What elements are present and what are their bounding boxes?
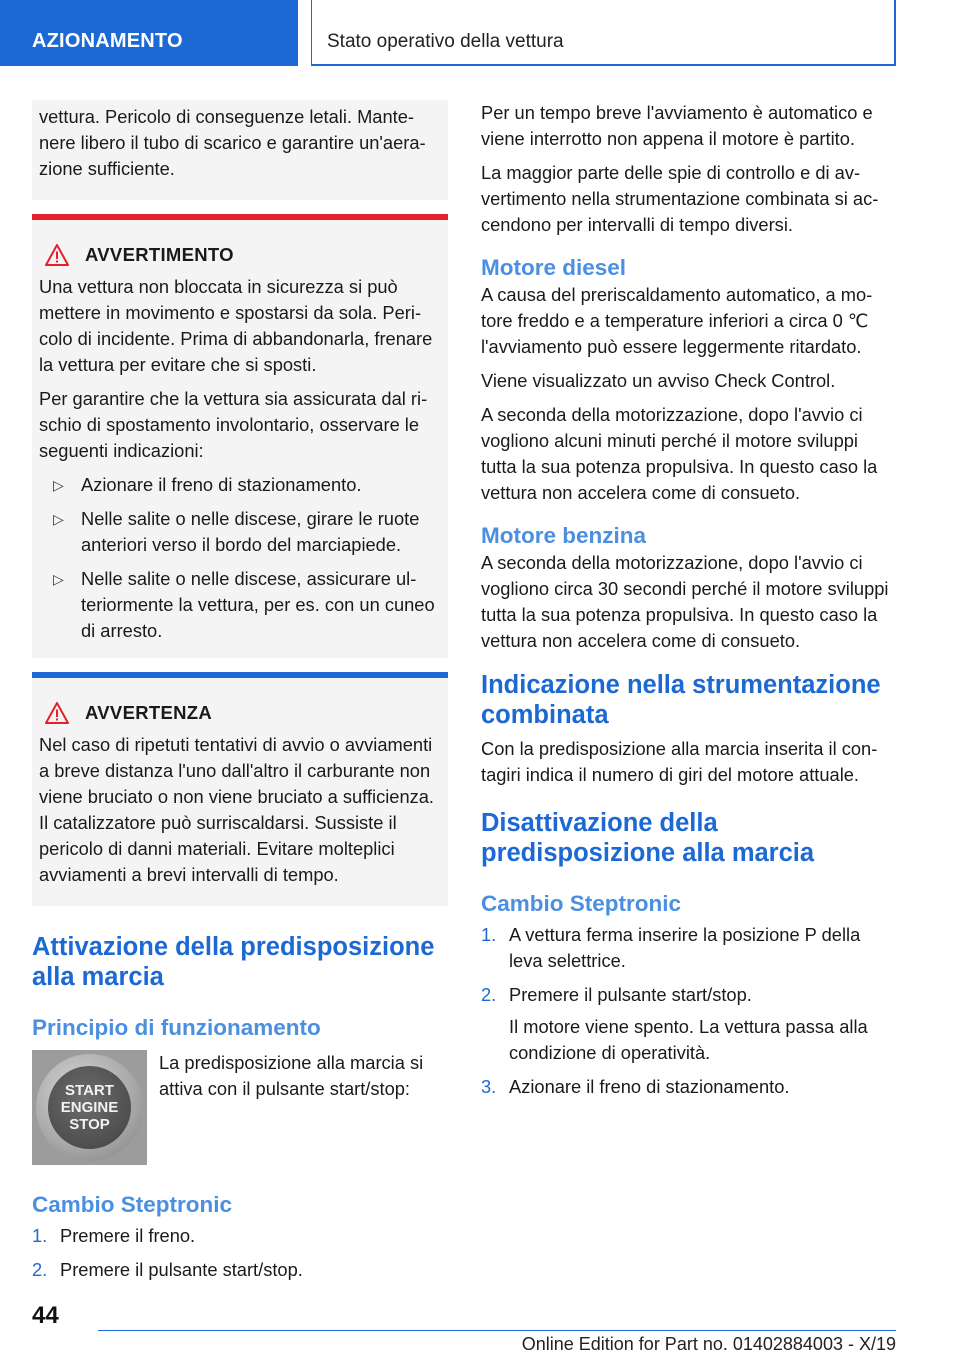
- warning-heading: [39, 242, 442, 268]
- page-header: [0, 0, 960, 66]
- diesel-paragraph-3: A seconda della motorizzazione, dopo l'avvio ci vogliono alcuni minuti perché il motore sviluppi tutta la sua potenza propulsiva. In questo caso la vettura non accelera come di consueto.: [481, 404, 878, 503]
- subheading-petrol: Motore benzina: [481, 523, 647, 548]
- intro-warning-box: [32, 100, 448, 200]
- start-button-figure: [32, 1050, 448, 1165]
- list-item: 2. Premere il pulsante start/stop. Il motore viene spento. La vettura passa alla condizione di operatività.: [481, 984, 868, 1063]
- page-number: 44: [32, 1302, 59, 1329]
- section-heading-deactivation: Disattivazione della predisposizione alla marcia: [481, 809, 815, 867]
- notice-box: [32, 672, 448, 906]
- warning-triangle-icon: [45, 702, 69, 724]
- diesel-paragraph-1: A causa del preriscaldamento automatico, a motore freddo e a temperature inferiori a circa 0 ℃ l'avviamento può essere leggermente ritardato.: [481, 284, 873, 357]
- section-heading-indication: Indicazione nella strumentazione combinata: [481, 671, 881, 729]
- section-tab: AZIONAMENTO: [0, 0, 298, 66]
- footer-divider: [98, 1330, 896, 1331]
- indication-paragraph: Con la predisposizione alla marcia inserita il contagiri indica il numero di giri del motore attuale.: [481, 738, 878, 785]
- list-item: 3. Azionare il freno di stazionamento.: [481, 1076, 790, 1097]
- subheading-principle: Principio di funzionamento: [32, 1015, 321, 1040]
- subheading-steptronic-right: Cambio Steptronic: [481, 891, 682, 916]
- right-column: [481, 100, 896, 1108]
- intro-warning-text: vettura. Pericolo di conseguenze letali. Mantenere libero il tubo di scarico e garantire un'aerazione sufficiente.: [39, 106, 426, 179]
- list-item: 1. A vettura ferma inserire la posizione P della leva selettrice.: [481, 924, 861, 971]
- chapter-title: Stato operativo della vettura: [311, 0, 896, 66]
- deactivation-steps: [481, 922, 896, 1100]
- warning-triangle-icon: [45, 244, 69, 266]
- bullet-triangle-icon: ▷: [53, 511, 64, 527]
- list-item: 2. Premere il pulsante start/stop.: [32, 1259, 303, 1280]
- left-column: [32, 100, 448, 1291]
- warning-title: AVVERTIMENTO: [85, 244, 234, 265]
- subheading-steptronic: Cambio Steptronic: [32, 1192, 233, 1217]
- warning-box: [32, 214, 448, 658]
- notice-heading: [39, 700, 442, 726]
- activation-steps: [32, 1223, 448, 1283]
- start-paragraph-1: Per un tempo breve l'avviamento è automatico e viene interrotto non appena il motore è partito.: [481, 102, 873, 149]
- start-engine-stop-button-image: [32, 1050, 147, 1165]
- list-item: ▷ Nelle salite o nelle discese, assicurare ulteriormente la vettura, per es. con un cuneo di arresto.: [53, 568, 435, 641]
- bullet-triangle-icon: ▷: [53, 571, 64, 587]
- notice-paragraph: Nel caso di ripetuti tentativi di avvio o avviamenti a breve distanza l'uno dall'altro il carburante non viene bruciato o non viene bruciato a sufficienza. Il catalizzatore può surriscaldarsi. Sussiste il pericolo di danni materiali. Evitare molteplici avviamenti a brevi intervalli di tempo.: [39, 734, 434, 885]
- section-heading-activation: Attivazione della predisposizione alla marcia: [32, 933, 435, 991]
- warning-paragraph-2: Per garantire che la vettura sia assicurata dal rischio di spostamento involontario, osservare le seguenti indicazioni:: [39, 388, 428, 461]
- notice-title: AVVERTENZA: [85, 702, 213, 723]
- petrol-paragraph: A seconda della motorizzazione, dopo l'avvio ci vogliono circa 30 secondi perché il motore sviluppi tutta la sua potenza propulsiva. In questo caso la vettura non accelera come di consueto.: [481, 552, 889, 651]
- list-item: ▷ Nelle salite o nelle discese, girare le ruote anteriori verso il bordo del marciapiede.: [53, 508, 420, 555]
- edition-note: Online Edition for Part no. 01402884003 - X/19: [521, 1334, 896, 1354]
- start-paragraph-2: La maggior parte delle spie di controllo e di avvertimento nella strumentazione combinata si accendono per intervalli di tempo diversi.: [481, 162, 879, 235]
- principle-text: La predisposizione alla marcia si attiva con il pulsante start/stop:: [159, 1052, 424, 1099]
- button-label: START ENGINE STOP: [48, 1066, 131, 1149]
- warning-paragraph-1: Una vettura non bloccata in sicurezza si può mettere in movimento e spostarsi da sola. Pericolo di incidente. Prima di abbandonarla, frenare la vettura per evitare che si sposti.: [39, 276, 433, 375]
- list-item: 1. Premere il freno.: [32, 1225, 196, 1246]
- warning-bullet-list: [39, 472, 442, 644]
- subheading-diesel: Motore diesel: [481, 255, 627, 280]
- bullet-triangle-icon: ▷: [53, 477, 64, 493]
- diesel-paragraph-2: Viene visualizzato un avviso Check Control.: [481, 370, 836, 391]
- list-item: ▷ Azionare il freno di stazionamento.: [39, 472, 442, 498]
